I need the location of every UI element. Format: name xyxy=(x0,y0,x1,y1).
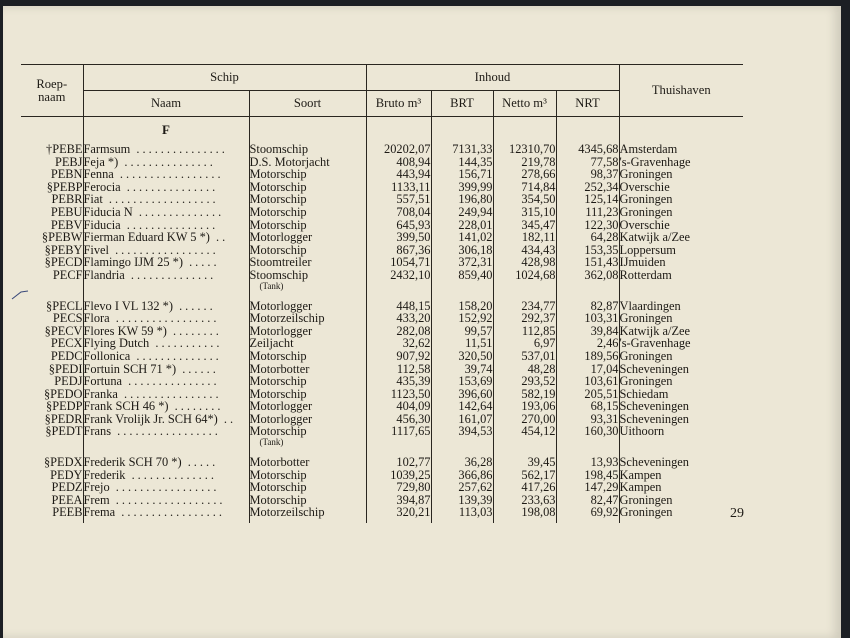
row-nrt: 151,43 xyxy=(556,256,619,269)
row-bruto: 282,08 xyxy=(366,325,431,338)
row-nrt: 252,34 xyxy=(556,181,619,194)
row-ship-name: Flandria .............. xyxy=(83,269,249,291)
row-ship-type: Motorbotter xyxy=(249,363,366,376)
row-brt: 139,39 xyxy=(431,494,493,507)
row-home-port: Groningen xyxy=(619,193,743,206)
row-netto: 278,66 xyxy=(493,168,556,181)
row-callsign: §PEBP xyxy=(46,179,83,194)
row-bruto: 867,36 xyxy=(366,244,431,257)
row-netto: 417,26 xyxy=(493,481,556,494)
row-home-port: Scheveningen xyxy=(619,400,743,413)
row-ship-type: Motorlogger xyxy=(249,413,366,426)
row-home-port: Kampen xyxy=(619,481,743,494)
row-callsign: PEDY xyxy=(50,467,83,482)
row-brt: 399,99 xyxy=(431,181,493,194)
row-brt: 306,18 xyxy=(431,244,493,257)
header-nrt: NRT xyxy=(556,91,619,117)
row-ship-type: Motorschip xyxy=(249,219,366,232)
row-home-port: Groningen xyxy=(619,350,743,363)
row-brt: 249,94 xyxy=(431,206,493,219)
row-nrt: 111,23 xyxy=(556,206,619,219)
row-callsign: PEBR xyxy=(51,192,83,207)
row-callsign: PEEB xyxy=(52,505,83,520)
row-callsign: §PEDP xyxy=(46,399,83,414)
row-netto: 193,06 xyxy=(493,400,556,413)
row-bruto: 20202,07 xyxy=(366,143,431,156)
row-brt: 141,02 xyxy=(431,231,493,244)
row-brt: 152,92 xyxy=(431,312,493,325)
row-bruto: 435,39 xyxy=(366,375,431,388)
row-home-port: Overschie xyxy=(619,219,743,232)
row-callsign: PECX xyxy=(50,336,83,351)
row-bruto: 1123,50 xyxy=(366,388,431,401)
row-ship-name: Fenna ................. xyxy=(83,168,249,181)
row-netto: 233,63 xyxy=(493,494,556,507)
row-brt: 153,69 xyxy=(431,375,493,388)
row-bruto: 907,92 xyxy=(366,350,431,363)
row-bruto: 399,50 xyxy=(366,231,431,244)
row-netto: 112,85 xyxy=(493,325,556,338)
row-callsign: §PEBW xyxy=(41,230,83,245)
row-callsign: PEDZ xyxy=(51,480,83,495)
row-netto: 582,19 xyxy=(493,388,556,401)
row-callsign: PEBJ xyxy=(54,154,83,169)
row-ship-name: Fortuna ............... xyxy=(83,375,249,388)
row-netto: 39,45 xyxy=(493,456,556,469)
row-ship-subtype: (Tank) xyxy=(259,280,284,291)
row-ship-name: Flevo I VL 132 *) ...... xyxy=(83,300,249,313)
row-netto: 219,78 xyxy=(493,156,556,169)
row-ship-name: Flores KW 59 *) ........ xyxy=(83,325,249,338)
row-netto: 428,98 xyxy=(493,256,556,269)
row-brt: 113,03 xyxy=(431,506,493,519)
row-callsign: PEBU xyxy=(50,204,83,219)
row-home-port: Scheveningen xyxy=(619,456,743,469)
row-nrt: 68,15 xyxy=(556,400,619,413)
row-brt: 39,74 xyxy=(431,363,493,376)
row-bruto: 433,20 xyxy=(366,312,431,325)
row-bruto: 443,94 xyxy=(366,168,431,181)
row-home-port: 's-Gravenhage xyxy=(619,337,743,350)
row-callsign: §PEDT xyxy=(45,424,83,439)
row-ship-type: Motorschip xyxy=(249,494,366,507)
row-ship-type: Zeiljacht xyxy=(249,337,366,350)
row-ship-name: Frans ................. xyxy=(83,425,249,447)
row-home-port: Vlaardingen xyxy=(619,300,743,313)
row-nrt: 362,08 xyxy=(556,269,619,291)
row-nrt: 64,28 xyxy=(556,231,619,244)
row-home-port: Katwijk a/Zee xyxy=(619,231,743,244)
row-bruto: 320,21 xyxy=(366,506,431,519)
row-ship-name: Fortuin SCH 71 *) ...... xyxy=(83,363,249,376)
row-netto: 434,43 xyxy=(493,244,556,257)
ship-register-table xyxy=(21,64,743,523)
row-callsign: §PECD xyxy=(44,255,83,270)
row-ship-name: Flying Dutch ........... xyxy=(83,337,249,350)
row-home-port: Amsterdam xyxy=(619,143,743,156)
row-nrt: 125,14 xyxy=(556,193,619,206)
header-roepnaam: Roep- naam xyxy=(21,65,83,117)
row-ship-type: Motorschip xyxy=(249,193,366,206)
row-brt: 196,80 xyxy=(431,193,493,206)
row-ship-type: Stoomtreiler xyxy=(249,256,366,269)
row-ship-type: Motorschip xyxy=(249,481,366,494)
row-nrt: 82,47 xyxy=(556,494,619,507)
row-bruto: 408,94 xyxy=(366,156,431,169)
page-number: 29 xyxy=(730,506,744,521)
row-ship-name: Frank Vrolijk Jr. SCH 64*) .. xyxy=(83,413,249,426)
row-bruto: 645,93 xyxy=(366,219,431,232)
row-ship-name: Frejo ................. xyxy=(83,481,249,494)
row-home-port: Groningen xyxy=(619,168,743,181)
row-home-port: Groningen xyxy=(619,206,743,219)
row-bruto: 448,15 xyxy=(366,300,431,313)
row-callsign: §PEDX xyxy=(43,455,83,470)
row-nrt: 122,30 xyxy=(556,219,619,232)
row-bruto: 729,80 xyxy=(366,481,431,494)
row-ship-name: Franka ................ xyxy=(83,388,249,401)
row-ship-subtype: (Tank) xyxy=(259,437,284,448)
row-netto: 12310,70 xyxy=(493,143,556,156)
row-ship-name: Frederik .............. xyxy=(83,469,249,482)
row-brt: 11,51 xyxy=(431,337,493,350)
row-brt: 36,28 xyxy=(431,456,493,469)
row-home-port: Overschie xyxy=(619,181,743,194)
row-brt: 366,86 xyxy=(431,469,493,482)
row-brt: 156,71 xyxy=(431,168,493,181)
row-netto: 345,47 xyxy=(493,219,556,232)
row-ship-name: Farmsum ............... xyxy=(83,143,249,156)
row-brt: 396,60 xyxy=(431,388,493,401)
row-ship-name: Flora ................. xyxy=(83,312,249,325)
row-ship-type: Stoomschip (Tank) xyxy=(249,269,366,291)
row-callsign: PEEA xyxy=(51,492,83,507)
table-row xyxy=(21,269,743,291)
row-callsign: PECF xyxy=(52,267,83,282)
row-home-port: Kampen xyxy=(619,469,743,482)
row-netto: 537,01 xyxy=(493,350,556,363)
row-nrt: 160,30 xyxy=(556,425,619,447)
row-ship-name: Fierman Eduard KW 5 *) .. xyxy=(83,231,249,244)
header-soort: Soort xyxy=(249,91,366,117)
row-callsign: PECS xyxy=(52,311,83,326)
row-ship-name: Ferocia ............... xyxy=(83,181,249,194)
row-home-port: Scheveningen xyxy=(619,363,743,376)
row-nrt: 189,56 xyxy=(556,350,619,363)
header-netto: Netto m³ xyxy=(493,91,556,117)
row-bruto: 557,51 xyxy=(366,193,431,206)
row-ship-name: Feja *) ............... xyxy=(83,156,249,169)
row-brt: 394,53 xyxy=(431,425,493,447)
row-home-port: IJmuiden xyxy=(619,256,743,269)
row-netto: 234,77 xyxy=(493,300,556,313)
row-nrt: 77,58 xyxy=(556,156,619,169)
row-nrt: 198,45 xyxy=(556,469,619,482)
row-nrt: 147,29 xyxy=(556,481,619,494)
row-ship-type: Motorlogger xyxy=(249,400,366,413)
header-thuishaven: Thuishaven xyxy=(619,65,743,117)
row-ship-type: Motorlogger xyxy=(249,300,366,313)
row-ship-type: Motorschip xyxy=(249,469,366,482)
row-ship-type: Motorschip (Tank) xyxy=(249,425,366,447)
header-inhoud: Inhoud xyxy=(366,65,619,91)
row-nrt: 2,46 xyxy=(556,337,619,350)
row-ship-name: Frem .................. xyxy=(83,494,249,507)
row-callsign: †PEBE xyxy=(46,142,83,156)
row-brt: 99,57 xyxy=(431,325,493,338)
row-ship-name: Fiducia ............... xyxy=(83,219,249,232)
row-ship-name: Fiat .................. xyxy=(83,193,249,206)
row-ship-type: Motorbotter xyxy=(249,456,366,469)
row-nrt: 17,04 xyxy=(556,363,619,376)
row-nrt: 103,31 xyxy=(556,312,619,325)
row-brt: 257,62 xyxy=(431,481,493,494)
row-home-port: Groningen xyxy=(619,375,743,388)
row-ship-type: Motorschip xyxy=(249,375,366,388)
row-bruto: 1133,11 xyxy=(366,181,431,194)
row-brt: 372,31 xyxy=(431,256,493,269)
row-ship-name: Flamingo IJM 25 *) ..... xyxy=(83,256,249,269)
row-home-port: Schiedam xyxy=(619,388,743,401)
row-netto: 6,97 xyxy=(493,337,556,350)
header-schip: Schip xyxy=(83,65,366,91)
row-bruto: 404,09 xyxy=(366,400,431,413)
row-callsign: §PECL xyxy=(46,298,83,313)
row-brt: 228,01 xyxy=(431,219,493,232)
row-nrt: 103,61 xyxy=(556,375,619,388)
row-callsign: PEDJ xyxy=(54,374,83,389)
row-ship-name: Frank SCH 46 *) ........ xyxy=(83,400,249,413)
row-nrt: 69,92 xyxy=(556,506,619,519)
row-callsign: §PEBY xyxy=(44,242,83,257)
row-ship-name: Fiducia N .............. xyxy=(83,206,249,219)
row-ship-name: Frema ................. xyxy=(83,506,249,519)
row-ship-name: Frederik SCH 70 *) ..... xyxy=(83,456,249,469)
row-ship-type: Motorschip xyxy=(249,388,366,401)
row-netto: 293,52 xyxy=(493,375,556,388)
row-netto: 270,00 xyxy=(493,413,556,426)
row-ship-name: Follonica .............. xyxy=(83,350,249,363)
header-brt: BRT xyxy=(431,91,493,117)
row-ship-type: Stoomschip xyxy=(249,143,366,156)
table-row xyxy=(21,506,743,519)
row-nrt: 205,51 xyxy=(556,388,619,401)
section-letter: F xyxy=(83,117,249,144)
row-ship-type: Motorschip xyxy=(249,244,366,257)
row-ship-type: Motorschip xyxy=(249,206,366,219)
header-bruto: Bruto m³ xyxy=(366,91,431,117)
row-callsign: §PECV xyxy=(44,323,83,338)
row-bruto: 1117,65 xyxy=(366,425,431,447)
row-netto: 292,37 xyxy=(493,312,556,325)
row-netto: 48,28 xyxy=(493,363,556,376)
row-nrt: 98,37 xyxy=(556,168,619,181)
row-home-port: Rotterdam xyxy=(619,269,743,291)
row-home-port: Groningen xyxy=(619,312,743,325)
row-nrt: 93,31 xyxy=(556,413,619,426)
row-bruto: 32,62 xyxy=(366,337,431,350)
row-ship-type: Motorlogger xyxy=(249,325,366,338)
row-brt: 161,07 xyxy=(431,413,493,426)
register-page xyxy=(3,6,841,638)
row-bruto: 2432,10 xyxy=(366,269,431,291)
row-nrt: 39,84 xyxy=(556,325,619,338)
row-ship-name: Fivel ................. xyxy=(83,244,249,257)
row-nrt: 153,35 xyxy=(556,244,619,257)
row-ship-type: Motorzeilschip xyxy=(249,312,366,325)
row-callsign: §PEDI xyxy=(48,361,83,376)
row-home-port: Loppersum xyxy=(619,244,743,257)
row-home-port: Groningen xyxy=(619,494,743,507)
row-home-port: Uithoorn xyxy=(619,425,743,447)
row-home-port: 's-Gravenhage xyxy=(619,156,743,169)
row-netto: 182,11 xyxy=(493,231,556,244)
row-bruto: 1039,25 xyxy=(366,469,431,482)
row-callsign: §PEDO xyxy=(43,386,83,401)
row-netto: 198,08 xyxy=(493,506,556,519)
row-bruto: 1054,71 xyxy=(366,256,431,269)
row-ship-type: Motorzeilschip xyxy=(249,506,366,519)
row-netto: 354,50 xyxy=(493,193,556,206)
row-brt: 320,50 xyxy=(431,350,493,363)
row-bruto: 456,30 xyxy=(366,413,431,426)
row-brt: 859,40 xyxy=(431,269,493,291)
row-brt: 7131,33 xyxy=(431,143,493,156)
row-nrt: 4345,68 xyxy=(556,143,619,156)
row-ship-type: D.S. Motorjacht xyxy=(249,156,366,169)
row-home-port: Scheveningen xyxy=(619,413,743,426)
row-ship-type: Motorschip xyxy=(249,350,366,363)
row-netto: 454,12 xyxy=(493,425,556,447)
row-bruto: 394,87 xyxy=(366,494,431,507)
table-row xyxy=(21,425,743,447)
row-bruto: 112,58 xyxy=(366,363,431,376)
row-brt: 158,20 xyxy=(431,300,493,313)
header-naam: Naam xyxy=(83,91,249,117)
row-brt: 144,35 xyxy=(431,156,493,169)
row-ship-type: Motorschip xyxy=(249,181,366,194)
row-home-port: Katwijk a/Zee xyxy=(619,325,743,338)
row-callsign: PEDC xyxy=(50,348,83,363)
row-nrt: 13,93 xyxy=(556,456,619,469)
row-callsign: PEBV xyxy=(50,217,83,232)
row-brt: 142,64 xyxy=(431,400,493,413)
row-netto: 1024,68 xyxy=(493,269,556,291)
row-ship-type: Motorlogger xyxy=(249,231,366,244)
row-nrt: 82,87 xyxy=(556,300,619,313)
row-ship-type: Motorschip xyxy=(249,168,366,181)
row-netto: 714,84 xyxy=(493,181,556,194)
row-callsign: PEBN xyxy=(50,167,83,182)
row-bruto: 102,77 xyxy=(366,456,431,469)
row-bruto: 708,04 xyxy=(366,206,431,219)
row-callsign: §PEDR xyxy=(44,411,83,426)
row-netto: 562,17 xyxy=(493,469,556,482)
row-home-port: Groningen xyxy=(619,506,743,519)
row-netto: 315,10 xyxy=(493,206,556,219)
